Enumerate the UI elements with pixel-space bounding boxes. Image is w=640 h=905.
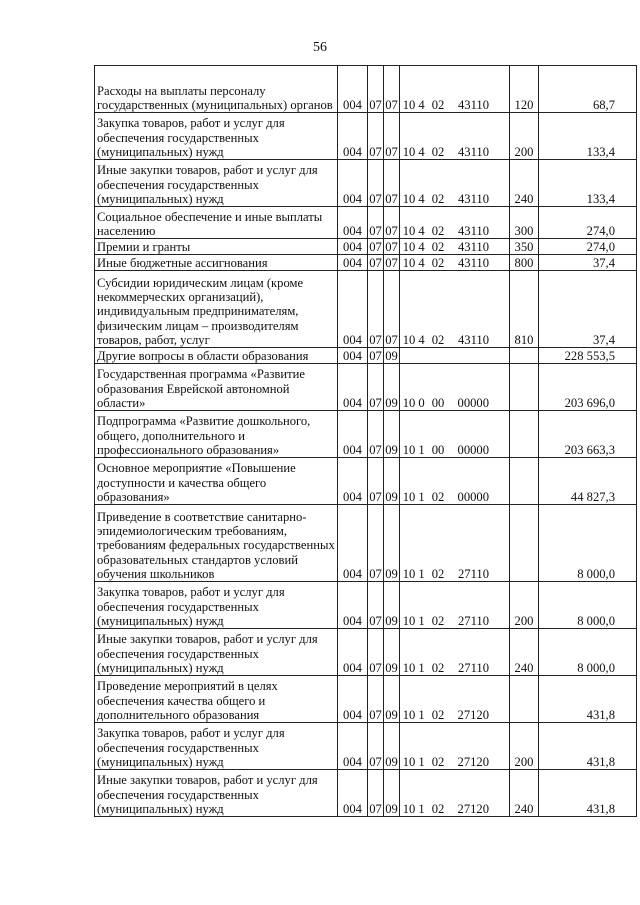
- target-article-code-part: 27120: [457, 754, 489, 769]
- section-code: 07: [369, 348, 382, 363]
- target-article-code-part: 1: [418, 801, 425, 816]
- expense-type-code: 200: [510, 723, 539, 770]
- section-code: 07: [368, 676, 384, 723]
- subsection-code: 07: [384, 271, 400, 348]
- table-row: [95, 113, 637, 160]
- table-row: [95, 271, 637, 348]
- target-article-code-part: 27110: [457, 613, 489, 628]
- row-name: Закупка товаров, работ и услуг для обеспечения государственных (муниципальных) нужд: [95, 113, 338, 160]
- subsection-code: 09: [384, 723, 400, 770]
- target-article-code-part: 43110: [457, 255, 489, 270]
- target-article-code-part: 10: [402, 144, 416, 159]
- subsection-code: 09: [384, 505, 400, 582]
- target-article-code-part: 10: [402, 489, 416, 504]
- expense-type-code: [510, 411, 539, 458]
- ministry-code: 004: [338, 458, 368, 505]
- target-article-code-part: 1: [418, 566, 425, 581]
- expense-type-code: [510, 348, 539, 364]
- row-name: Социальное обеспечение и иные выплаты населению: [95, 207, 338, 239]
- target-article-code-part: 0: [418, 395, 425, 410]
- target-article-code-part: 1: [418, 613, 425, 628]
- target-article-code: [400, 160, 510, 207]
- table-row: [95, 723, 637, 770]
- subsection-code: 07: [385, 255, 398, 270]
- target-article-code: [400, 113, 510, 160]
- budget-table: [94, 65, 637, 817]
- target-article-code-part: 10: [402, 332, 416, 347]
- target-article-code-part: 1: [418, 442, 425, 457]
- subsection-code: 09: [384, 364, 400, 411]
- expense-type-code: 240: [510, 629, 539, 676]
- target-article-code: [400, 207, 510, 239]
- target-article-code-part: 27110: [457, 566, 489, 581]
- target-article-code-part: 27120: [457, 801, 489, 816]
- target-article-code-part: 4: [418, 239, 425, 254]
- section-code: 07: [368, 582, 384, 629]
- target-article-code-part: 00000: [457, 442, 489, 457]
- row-name: Основное мероприятие «Повышение доступности и качества общего образования»: [95, 458, 338, 505]
- target-article-code: [400, 505, 510, 582]
- ministry-code: 004: [338, 160, 368, 207]
- target-article-code: [400, 582, 510, 629]
- row-name: Субсидии юридическим лицам (кроме некоммерческих организаций), индивидуальным предпринимателям, физическим лицам – производителям товаров, работ, услуг: [95, 271, 338, 348]
- expense-type-code: [510, 458, 539, 505]
- ministry-code: 004: [338, 582, 368, 629]
- row-name: Премии и гранты: [95, 239, 338, 255]
- target-article-code-part: 4: [418, 332, 425, 347]
- target-article-code: [400, 723, 510, 770]
- ministry-code: 004: [338, 239, 368, 255]
- section-code: 07: [368, 160, 384, 207]
- target-article-code: [400, 271, 510, 348]
- ministry-code: 004: [338, 770, 368, 817]
- target-article-code-part: 10: [402, 191, 416, 206]
- table-row: [95, 629, 637, 676]
- target-article-code: [400, 66, 510, 113]
- expense-type-code: 200: [510, 582, 539, 629]
- row-name: Расходы на выплаты персоналу государственных (муниципальных) органов: [95, 66, 338, 113]
- table-row: [95, 255, 637, 271]
- target-article-code-part: 1: [418, 489, 425, 504]
- target-article-code: [400, 348, 510, 364]
- amount: 68,7: [539, 66, 637, 113]
- target-article-code-part: 4: [418, 97, 425, 112]
- expense-type-code: 300: [510, 207, 539, 239]
- section-code: 07: [368, 113, 384, 160]
- target-article-code-part: 43110: [457, 97, 489, 112]
- ministry-code: 004: [338, 505, 368, 582]
- amount: 431,8: [539, 676, 637, 723]
- subsection-code: 07: [384, 207, 400, 239]
- target-article-code-part: 10: [402, 239, 416, 254]
- target-article-code-part: 43110: [457, 191, 489, 206]
- subsection-code: 09: [384, 676, 400, 723]
- row-name: Закупка товаров, работ и услуг для обеспечения государственных (муниципальных) нужд: [95, 582, 338, 629]
- row-name: Закупка товаров, работ и услуг для обеспечения государственных (муниципальных) нужд: [95, 723, 338, 770]
- ministry-code: 004: [338, 364, 368, 411]
- ministry-code: 004: [338, 348, 368, 364]
- section-code: 07: [368, 505, 384, 582]
- target-article-code-part: 4: [418, 223, 425, 238]
- target-article-code-part: 1: [418, 754, 425, 769]
- table-row: [95, 207, 637, 239]
- section-code: 07: [368, 66, 384, 113]
- target-article-code-part: 10: [402, 97, 416, 112]
- subsection-code: 07: [384, 113, 400, 160]
- table-row: [95, 770, 637, 817]
- expense-type-code: 350: [510, 239, 539, 255]
- target-article-code-part: 10: [402, 566, 416, 581]
- target-article-code-part: 02: [431, 754, 445, 769]
- subsection-code: 09: [384, 458, 400, 505]
- section-code: 07: [368, 629, 384, 676]
- target-article-code: [400, 239, 510, 255]
- target-article-code: [400, 458, 510, 505]
- expense-type-code: [510, 364, 539, 411]
- row-name: Иные закупки товаров, работ и услуг для обеспечения государственных (муниципальных) нужд: [95, 770, 338, 817]
- target-article-code-part: 00000: [457, 395, 489, 410]
- ministry-code: 004: [338, 676, 368, 723]
- expense-type-code: [510, 505, 539, 582]
- ministry-code: 004: [338, 66, 368, 113]
- section-code: 07: [368, 723, 384, 770]
- subsection-code: 09: [384, 629, 400, 676]
- ministry-code: 004: [338, 629, 368, 676]
- target-article-code: [400, 676, 510, 723]
- table-row: [95, 348, 637, 364]
- section-code: 07: [368, 411, 384, 458]
- amount: 8 000,0: [539, 505, 637, 582]
- subsection-code: 09: [384, 411, 400, 458]
- section-code: 07: [369, 255, 382, 270]
- target-article-code-part: 02: [431, 613, 445, 628]
- target-article-code-part: 10: [402, 442, 416, 457]
- expense-type-code: 810: [510, 271, 539, 348]
- table-row: [95, 66, 637, 113]
- section-code: 07: [368, 458, 384, 505]
- row-name: Иные бюджетные ассигнования: [95, 255, 338, 271]
- subsection-code: 07: [384, 160, 400, 207]
- target-article-code-part: 4: [418, 255, 425, 270]
- ministry-code: 004: [338, 113, 368, 160]
- target-article-code-part: 43110: [457, 332, 489, 347]
- ministry-code: 004: [338, 255, 368, 271]
- target-article-code-part: 27110: [457, 660, 489, 675]
- ministry-code: 004: [338, 723, 368, 770]
- target-article-code-part: 00: [431, 395, 445, 410]
- section-code: 07: [368, 770, 384, 817]
- target-article-code-part: 1: [418, 660, 425, 675]
- section-code: 07: [368, 207, 384, 239]
- row-name: Приведение в соответствие санитарно-эпидемиологическим требованиям, требованиям федеральных государственных образовательных стандартов условий обучения школьников: [95, 505, 338, 582]
- target-article-code-part: 02: [431, 223, 445, 238]
- target-article-code-part: 27120: [457, 707, 489, 722]
- expense-type-code: 240: [510, 160, 539, 207]
- target-article-code-part: 02: [431, 144, 445, 159]
- ministry-code: 004: [338, 271, 368, 348]
- target-article-code-part: 02: [431, 489, 445, 504]
- section-code: 07: [368, 271, 384, 348]
- page-number: 56: [313, 40, 327, 55]
- amount: 274,0: [539, 207, 637, 239]
- subsection-code: 09: [385, 348, 398, 363]
- table-row: [95, 411, 637, 458]
- section-code: 07: [369, 239, 382, 254]
- target-article-code-part: 10: [402, 801, 416, 816]
- row-name: Государственная программа «Развитие образования Еврейской автономной области»: [95, 364, 338, 411]
- amount: 8 000,0: [539, 629, 637, 676]
- target-article-code-part: 10: [402, 754, 416, 769]
- target-article-code-part: 02: [431, 97, 445, 112]
- amount: 44 827,3: [539, 458, 637, 505]
- subsection-code: 09: [384, 770, 400, 817]
- target-article-code-part: 43110: [457, 223, 489, 238]
- amount: 133,4: [539, 160, 637, 207]
- target-article-code-part: 10: [402, 395, 416, 410]
- table-row: [95, 505, 637, 582]
- target-article-code: [400, 411, 510, 458]
- target-article-code-part: 10: [402, 707, 416, 722]
- amount: 274,0: [539, 239, 637, 255]
- target-article-code-part: 10: [402, 255, 416, 270]
- row-name: Проведение мероприятий в целях обеспечения качества общего и дополнительного образования: [95, 676, 338, 723]
- ministry-code: 004: [338, 207, 368, 239]
- target-article-code: [400, 255, 510, 271]
- target-article-code-part: 02: [431, 660, 445, 675]
- amount: 431,8: [539, 770, 637, 817]
- row-name: Иные закупки товаров, работ и услуг для обеспечения государственных (муниципальных) нужд: [95, 629, 338, 676]
- amount: 228 553,5: [539, 348, 637, 364]
- table-row: [95, 160, 637, 207]
- target-article-code-part: 02: [431, 332, 445, 347]
- target-article-code: [400, 770, 510, 817]
- target-article-code-part: 02: [431, 191, 445, 206]
- amount: 37,4: [539, 271, 637, 348]
- expense-type-code: [510, 676, 539, 723]
- target-article-code-part: 4: [418, 191, 425, 206]
- target-article-code-part: 02: [431, 801, 445, 816]
- section-code: 07: [368, 364, 384, 411]
- target-article-code-part: 43110: [457, 239, 489, 254]
- subsection-code: 07: [384, 66, 400, 113]
- target-article-code: [400, 364, 510, 411]
- amount: 133,4: [539, 113, 637, 160]
- expense-type-code: 120: [510, 66, 539, 113]
- amount: 8 000,0: [539, 582, 637, 629]
- subsection-code: 09: [384, 582, 400, 629]
- amount: 203 663,3: [539, 411, 637, 458]
- target-article-code-part: 02: [431, 707, 445, 722]
- target-article-code-part: 02: [431, 255, 445, 270]
- table-row: [95, 364, 637, 411]
- target-article-code-part: 00: [431, 442, 445, 457]
- target-article-code-part: 10: [402, 613, 416, 628]
- target-article-code-part: 43110: [457, 144, 489, 159]
- row-name: Иные закупки товаров, работ и услуг для обеспечения государственных (муниципальных) нужд: [95, 160, 338, 207]
- target-article-code-part: 10: [402, 660, 416, 675]
- target-article-code-part: 1: [418, 707, 425, 722]
- amount: 203 696,0: [539, 364, 637, 411]
- ministry-code: 004: [338, 411, 368, 458]
- target-article-code-part: 02: [431, 239, 445, 254]
- table-row: [95, 582, 637, 629]
- table-row: [95, 676, 637, 723]
- table-row: [95, 458, 637, 505]
- target-article-code-part: 02: [431, 566, 445, 581]
- amount: 37,4: [539, 255, 637, 271]
- target-article-code-part: 10: [402, 223, 416, 238]
- row-name: Подпрограмма «Развитие дошкольного, общего, дополнительного и профессионального образования»: [95, 411, 338, 458]
- expense-type-code: 200: [510, 113, 539, 160]
- row-name: Другие вопросы в области образования: [95, 348, 338, 364]
- amount: 431,8: [539, 723, 637, 770]
- target-article-code: [400, 629, 510, 676]
- target-article-code-part: 00000: [457, 489, 489, 504]
- expense-type-code: 240: [510, 770, 539, 817]
- expense-type-code: 800: [510, 255, 539, 271]
- table-row: [95, 239, 637, 255]
- target-article-code-part: 4: [418, 144, 425, 159]
- subsection-code: 07: [385, 239, 398, 254]
